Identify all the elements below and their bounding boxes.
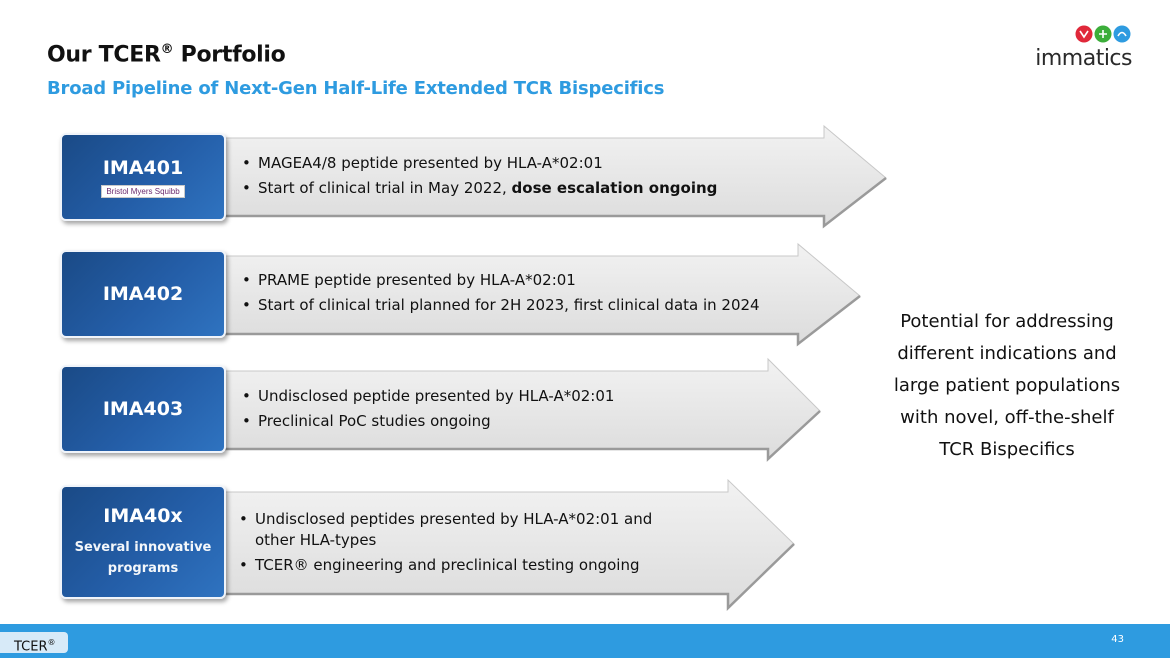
bullet-item: • TCER® engineering and preclinical testing ongoing (239, 555, 652, 576)
ima40x-bullets (239, 509, 652, 576)
footer-bar (0, 624, 1170, 658)
bullet-item: • Start of clinical trial in May 2022, dose escalation ongoing (242, 176, 717, 201)
side-note-line: Potential for addressing (900, 311, 1114, 332)
ima403-bullets (242, 384, 614, 434)
side-note-line: TCR Bispecifics (939, 439, 1075, 460)
page-title: Our TCER® Portfolio (47, 42, 286, 68)
ima403-box (60, 365, 226, 453)
ima401-bullets (242, 151, 717, 201)
bullet-item: • PRAME peptide presented by HLA-A*02:01 (242, 268, 760, 293)
program-name: IMA40x (103, 505, 183, 527)
page-number: 43 (1111, 634, 1124, 645)
program-name: IMA401 (102, 156, 184, 179)
ima402-box (60, 250, 226, 338)
ima402-bullets (242, 268, 760, 318)
ima40x-box (60, 485, 226, 599)
bullet-item: • Preclinical PoC studies ongoing (242, 409, 614, 434)
bullet-item: • Undisclosed peptide presented by HLA-A*02:01 (242, 384, 614, 409)
bristol-myers-squibb-logo: Bristol Myers Squibb (101, 185, 184, 198)
immatics-dots-logo-icon (1074, 24, 1132, 44)
bullet-item: • Start of clinical trial planned for 2H 2023, first clinical data in 2024 (242, 293, 760, 318)
program-name: IMA403 (102, 398, 184, 420)
program-name: IMA402 (102, 283, 184, 305)
bullet-item: • MAGEA4/8 peptide presented by HLA-A*02:01 (242, 151, 717, 176)
logo-wordmark: immatics (1035, 46, 1132, 71)
side-note-line: large patient populations (893, 375, 1121, 396)
program-subtitle: Several innovative programs (74, 540, 212, 576)
side-note-line: with novel, off-the-shelf (900, 407, 1114, 428)
bullet-item: • Undisclosed peptides presented by HLA-A*02:01 and other HLA-types (239, 509, 652, 551)
side-note-line: different indications and (897, 343, 1117, 364)
page-subtitle: Broad Pipeline of Next-Gen Half-Life Extended TCR Bispecifics (47, 78, 665, 99)
ima401-box (60, 133, 226, 221)
footer-section-tag: TCER® (0, 632, 68, 653)
company-logo (1010, 20, 1138, 70)
side-note (872, 306, 1142, 466)
